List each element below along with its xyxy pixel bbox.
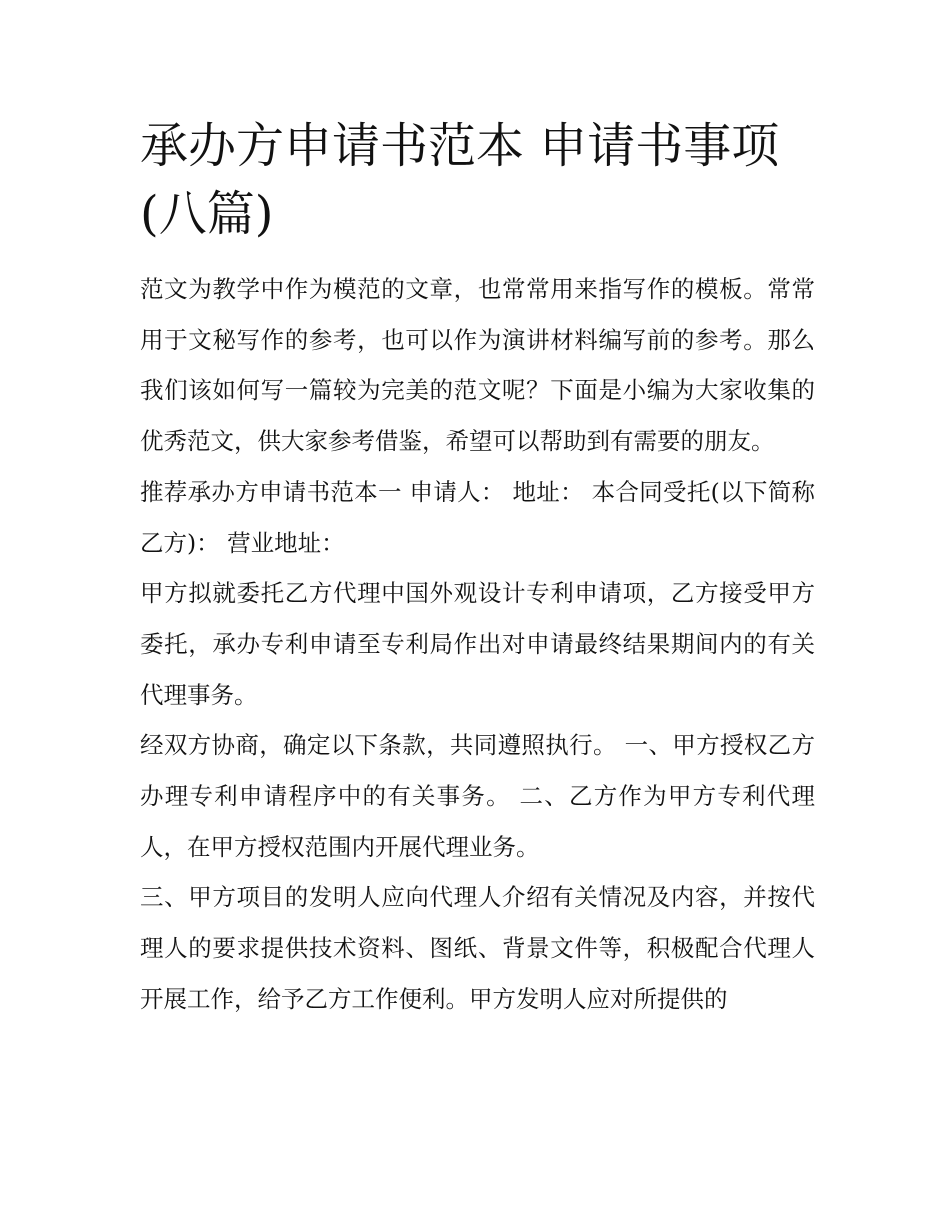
entrustment-paragraph: 甲方拟就委托乙方代理中国外观设计专利申请项，乙方接受甲方委托，承办专利申请至专利局作出对申请最终结果期间内的有关代理事务。 — [140, 579, 815, 709]
document-content — [140, 112, 815, 1025]
intro-paragraph: 范文为教学中作为模范的文章，也常常用来指写作的模板。常常用于文秘写作的参考，也可以作为演讲材料编写前的参考。那么我们该如何写一篇较为完美的范文呢？下面是小编为大家收集的优秀范文，供大家参考借鉴，希望可以帮助到有需要的朋友。 — [140, 275, 815, 456]
terms-paragraph: 经双方协商，确定以下条款，共同遵照执行。 一、甲方授权乙方办理专利申请程序中的有关事务。 二、乙方作为甲方专利代理人，在甲方授权范围内开展代理业务。 — [140, 731, 815, 861]
document-title: 承办方申请书范本 申请书事项(八篇) — [140, 118, 780, 242]
clause-three-paragraph: 三、甲方项目的发明人应向代理人介绍有关情况及内容，并按代理人的要求提供技术资料、图纸、背景文件等，积极配合代理人开展工作，给予乙方工作便利。甲方发明人应对所提供的 — [140, 883, 815, 1013]
document-body — [140, 264, 815, 1025]
applicant-info-paragraph: 推荐承办方申请书范本一 申请人： 地址： 本合同受托(以下简称乙方)： 营业地址： — [140, 477, 815, 557]
